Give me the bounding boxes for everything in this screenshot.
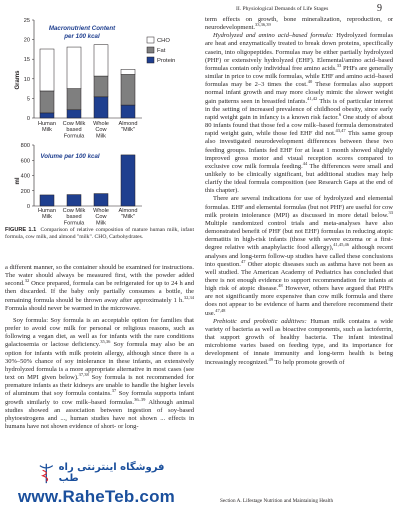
legend-label: Protein bbox=[157, 58, 176, 64]
y-tick-label: 5 bbox=[26, 96, 30, 103]
subsection-heading: Prebiotic and probiotic additives: bbox=[213, 317, 307, 325]
category-label bbox=[93, 208, 109, 225]
bar-segment-fat bbox=[67, 89, 81, 110]
volume-bar bbox=[121, 155, 135, 206]
category-label-line: Almond bbox=[118, 121, 138, 127]
bar-segment-cho bbox=[40, 49, 54, 91]
legend-swatch bbox=[147, 47, 154, 53]
y-tick-label: 0 bbox=[26, 116, 30, 122]
category-label-line: Cow bbox=[95, 214, 107, 221]
y-tick-label: 20 bbox=[23, 37, 30, 44]
bar-segment-cho bbox=[94, 45, 108, 76]
category-label-line: Milk bbox=[96, 220, 106, 225]
category-label bbox=[119, 208, 138, 220]
legend-label: CHO bbox=[157, 38, 170, 44]
category-label-line: Milk bbox=[42, 214, 52, 221]
figure-1-1 bbox=[0, 0, 200, 225]
volume-bar bbox=[67, 195, 81, 206]
legend-swatch bbox=[147, 37, 154, 43]
chart2-categories bbox=[38, 208, 138, 225]
category-label-line: Formula bbox=[63, 220, 85, 225]
category-label bbox=[38, 208, 56, 220]
paragraph: a different manner, so the container should be examined for instructions. The water should always be measured first, with the powder added second.$^{32}$ Once prepared, formula can be refrigerated for up to 24 h and then discarded. If the baby only partially consumes a bottle, the remaining formula should be thrown away after approximately 1 h.$^{32,34}$ Formula should never be warmed in the microwave. bbox=[5, 264, 195, 312]
chart2-y-axis bbox=[21, 143, 34, 210]
chart2-title: Volume per 100 kcal bbox=[40, 153, 100, 160]
macronutrient-chart bbox=[15, 18, 175, 139]
paragraph: Soy formula: Soy formula is an acceptable option for families that prefer to avoid cow milk for personal or religious reasons, such as following a vegan diet, as well as for infants with the rare conditions galactosemia or lactose deficiency.$^{35,36}$ Soy formula may also be an option for infants with milk protein allergy, although since there is a 30%–50% chance of soy intolerance in these infants, an extensively hydrolyzed formula is a more appropriate alternative in most cases (see text on MPI given below).$^{37,38}$ Soy formula is not recommended for premature infants as their kidneys are unable to handle the higher levels of aluminum that soy formula contains.$^{37}$ Soy formula supports infant growth similarly to cow milk–based formulas.$^{36-39}$ Although animal studies showed an association between ingestion of soy-based phytoestrogens and ..., human studies have not shown ... effects in humans have not shown evidence of short- or long- bbox=[5, 316, 194, 430]
category-label-line: Cow bbox=[95, 127, 107, 134]
category-label-line: Whole bbox=[93, 208, 109, 214]
category-label-line: Cow Milk bbox=[62, 208, 86, 214]
volume-chart bbox=[15, 143, 142, 225]
legend-swatch bbox=[147, 57, 154, 63]
chart1-y-axis bbox=[24, 18, 34, 122]
category-label-line: Human bbox=[37, 121, 57, 127]
watermark-farsi: فروشگاه اینترنتی راه طب bbox=[58, 462, 165, 484]
caduceus-icon bbox=[38, 461, 55, 485]
category-label bbox=[63, 121, 86, 139]
bar-segment-fat bbox=[40, 91, 54, 113]
chart1-categories bbox=[38, 121, 138, 139]
y-tick-label: 25 bbox=[23, 18, 30, 24]
category-label-line: Whole bbox=[93, 121, 109, 127]
category-label-line: Human bbox=[37, 208, 57, 214]
bar-segment-fat bbox=[94, 76, 108, 97]
figure-caption bbox=[5, 227, 194, 241]
category-label-line: "Milk" bbox=[121, 127, 135, 134]
chart1-title-line1: Macronutrient Content bbox=[48, 25, 116, 32]
bar-segment-cho bbox=[121, 69, 135, 74]
category-label bbox=[63, 208, 86, 225]
category-label-line: based bbox=[66, 127, 82, 134]
y-tick-label: 10 bbox=[23, 76, 30, 83]
bar-segment-protein bbox=[40, 113, 54, 118]
bar-segment-protein bbox=[94, 97, 108, 118]
category-label-line: based bbox=[66, 214, 82, 221]
volume-bar bbox=[94, 194, 108, 206]
y-tick-label: 0 bbox=[26, 204, 30, 210]
category-label-line: "Milk" bbox=[121, 214, 135, 221]
bar-segment-protein bbox=[121, 105, 135, 118]
watermark-url: www.RaheTeb.com bbox=[18, 487, 175, 506]
category-label bbox=[119, 121, 138, 133]
paragraph: Prebiotic and probiotic additives: Human milk contains a wide variety of bacteria as well as bioactive components, such as lactoferrin, that support growth of healthy bacteria. The infant intestinal microbiome varies based on feeding type, and its importance for development of innate immunity and long-term health is being increasingly recognized.$^{49}$ To help promote growth of bbox=[205, 317, 394, 366]
right-text-column bbox=[205, 16, 393, 367]
category-label-line: Formula bbox=[63, 133, 85, 140]
paragraph: There are several indications for use of hydrolyzed and elemental formulas. EHF and elemental formulas (but not PHF) are useful for cow milk protein intolerance (MPI) as discussed in more detail below.$^{33}$ Multiple randomized control trials and meta-analyses have also demonstrated benefit of PHF (but not EHF) formulas in reducing atopic dermatitis in high-risk infants (those with severe eczema or a first-degree relative with anaphylactic food allergy),$^{41,45,46}$ although recent analyses and long-term follow-up studies have called these conclusions into question.$^{47}$ Other atopic diseases such as asthma have not been as well studied. The American Academy of Pediatrics has concluded that there is not enough evidence to support recommendation for infants at high risk of atopic disease.$^{48}$ However, others have argued that PHFs are not significantly more expensive than cow milk formula and there does not appear to be evidence of harm and therefore recommend their use.$^{47,48}$ bbox=[205, 195, 394, 317]
chart1-title-line2: per 100 kcal bbox=[64, 33, 100, 40]
chart1-ylabel: Grams bbox=[15, 70, 21, 90]
y-tick-label: 600 bbox=[20, 158, 30, 165]
bar-segment-cho bbox=[67, 47, 81, 89]
volume-bar bbox=[40, 195, 54, 206]
caption-text: Comparison of relative composition of mature human milk, infant formula, cow milk, and almond "milk". CHO, Carbohydrates. bbox=[5, 227, 194, 240]
chart2-bars bbox=[40, 155, 135, 206]
left-text-column bbox=[5, 264, 194, 431]
y-tick-label: 800 bbox=[20, 143, 30, 149]
y-tick-label: 15 bbox=[23, 57, 30, 64]
category-label bbox=[38, 121, 56, 133]
bar-segment-fat bbox=[121, 74, 135, 105]
caption-label: FIGURE 1.1 bbox=[5, 227, 37, 233]
watermark-logo bbox=[38, 458, 178, 488]
category-label-line: Milk bbox=[42, 127, 52, 134]
page-number: 9 bbox=[377, 3, 382, 14]
y-tick-label: 400 bbox=[20, 173, 30, 180]
legend-label: Fat bbox=[157, 48, 166, 54]
paragraph: term effects on growth, bone mineralization, reproduction, or neurodevelopment.$^{33,36,39}$ bbox=[205, 16, 393, 32]
subsection-heading: Hydrolyzed and amino acid–based formula: bbox=[213, 32, 334, 40]
footer: Section A. Lifestage Nutrition and Maintaining Health bbox=[220, 498, 334, 504]
category-label-line: Milk bbox=[96, 133, 106, 140]
chart1-legend bbox=[147, 37, 175, 64]
running-title: II. Physiological Demands of Life Stages bbox=[236, 6, 329, 12]
category-label bbox=[93, 121, 109, 139]
y-tick-label: 200 bbox=[20, 188, 30, 195]
category-label-line: Cow Milk bbox=[62, 121, 86, 127]
category-label-line: Almond bbox=[118, 208, 138, 214]
chart1-bars bbox=[40, 45, 135, 118]
paragraph: Hydrolyzed and amino acid–based formula: Hydrolyzed formulas are heat and enzymatically treated to break down proteins, specifically casein, into oligopeptides. Formulas may be either partially hydrolyzed (PHF) or extensively hydrolyzed (EHF). Elemental/amino acid–based formulas contain only individual free amino acids.$^{33}$ PHFs are generally similar in price to cow milk formulas, while EHF and amino acid–based formulas may be 2–3 times the cost.$^{40}$ These formulas also support normal infant growth and may more closely mimic the slower weight gain patterns seen in breastfed infants.$^{41,42}$ This is of particular interest in the setting of increased prevalence of childhood obesity, since early rapid weight gain in infancy is a known risk factor.$^6$ One study of about 80 infants found that those fed a cow milk–based formula demonstrated rapid weight gain, while those fed EHF did not.$^{43,47}$ This same group also investigated neurodevelopment differences between these two feeding groups. Infants fed EHF for at least 1 month showed slightly improved gross motor and visual reception scores compared to exclusive cow milk formula feeding.$^{44}$ The differences were small and unlikely to be clinically significant, but additional studies may help clarify the ideal formula composition (see Research Gaps at the end of this chapter). bbox=[205, 32, 394, 195]
chart2-ylabel: ml bbox=[15, 177, 21, 185]
bar-segment-protein bbox=[67, 110, 81, 118]
